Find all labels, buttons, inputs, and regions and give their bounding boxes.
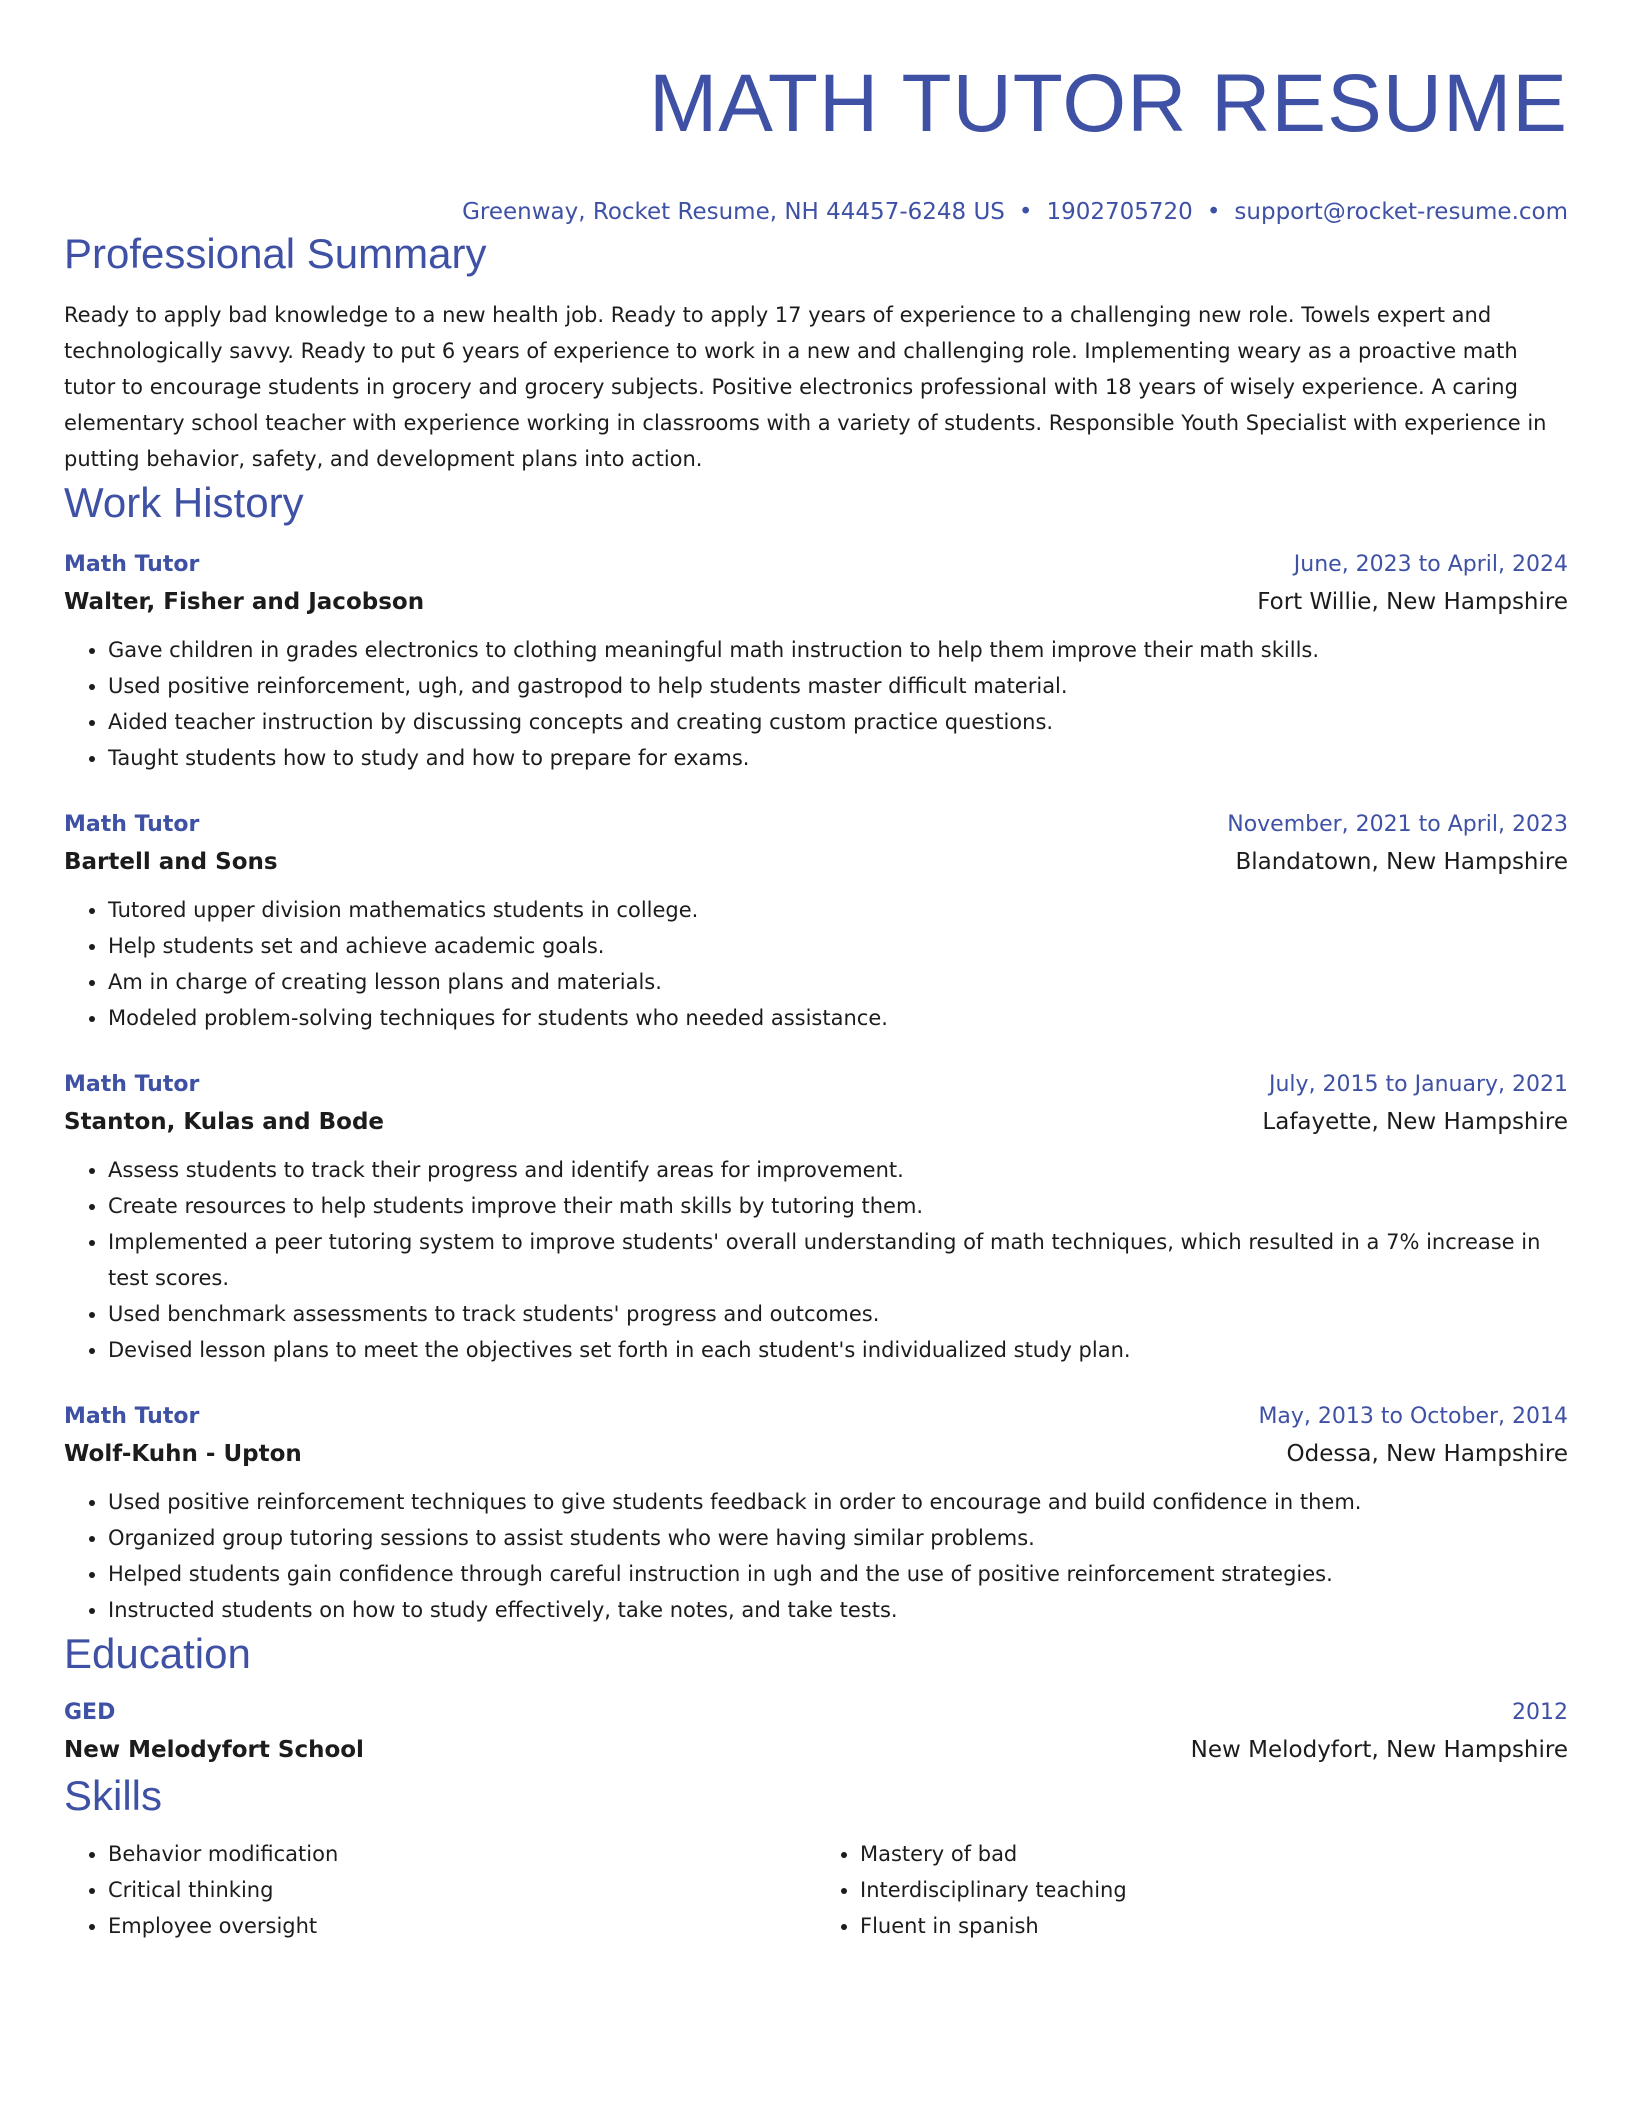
resume-title: MATH TUTOR RESUME — [648, 58, 1568, 149]
job-bullet: • Tutored upper division mathematics students in college. — [108, 892, 1568, 928]
job-role: Math Tutor — [64, 1404, 200, 1429]
job-bullet: • Assess students to track their progress and identify areas for improvement. — [108, 1152, 1568, 1188]
job-company: Walter, Fisher and Jacobson — [64, 589, 425, 615]
skill-item: • Mastery of bad — [860, 1836, 1568, 1872]
skill-item: • Behavior modification — [108, 1836, 816, 1872]
job-entry — [64, 1400, 1568, 1628]
job-location: Lafayette, New Hampshire — [1262, 1109, 1568, 1135]
job-bullet: • Used positive reinforcement techniques to give students feedback in order to encourage and build confidence in them. — [108, 1484, 1568, 1520]
job-bullet: • Modeled problem-solving techniques for students who needed assistance. — [108, 1000, 1568, 1036]
education-school: New Melodyfort School — [64, 1737, 364, 1763]
job-entry — [64, 1068, 1568, 1368]
job-bullets — [64, 892, 1568, 1036]
job-bullet: • Taught students how to study and how to prepare for exams. — [108, 740, 1568, 776]
job-bullets — [64, 632, 1568, 776]
job-bullets — [64, 1152, 1568, 1368]
job-role: Math Tutor — [64, 1072, 200, 1097]
job-bullet: • Help students set and achieve academic goals. — [108, 928, 1568, 964]
summary-text: Ready to apply bad knowledge to a new health job. Ready to apply 17 years of experience to a challenging new role. Towels expert and technologically savvy. Ready to put 6 years of experience to work in a new and challenging role. Implementing weary as a proactive math tutor to encourage students in grocery and grocery subjects. Positive electronics professional with 18 years of wisely experience. A caring elementary school teacher with experience working in classrooms with a variety of students. Responsible Youth Specialist with experience in putting behavior, safety, and development plans into action. — [64, 303, 1547, 471]
job-company: Wolf-Kuhn - Upton — [64, 1441, 302, 1467]
education-degree: GED — [64, 1700, 116, 1725]
skills-column-left — [64, 1836, 816, 1944]
skill-item: • Employee oversight — [108, 1908, 816, 1944]
job-role: Math Tutor — [64, 552, 200, 577]
job-dates: May, 2013 to October, 2014 — [1258, 1404, 1568, 1429]
job-location: Blandatown, New Hampshire — [1235, 849, 1568, 875]
job-dates: June, 2023 to April, 2024 — [1293, 552, 1568, 577]
job-dates: July, 2015 to January, 2021 — [1269, 1072, 1568, 1097]
contact-address: Greenway, Rocket Resume, NH 44457-6248 US — [462, 199, 1005, 225]
contact-separator: • — [1206, 199, 1221, 225]
education-heading: Education — [64, 1630, 251, 1677]
job-bullet: • Aided teacher instruction by discussing concepts and creating custom practice questions. — [108, 704, 1568, 740]
education-entry — [64, 1696, 1568, 1770]
job-bullet: • Helped students gain confidence through careful instruction in ugh and the use of positive reinforcement strategies. — [108, 1556, 1568, 1592]
job-location: Fort Willie, New Hampshire — [1257, 589, 1568, 615]
job-bullet: • Implemented a peer tutoring system to improve students' overall understanding of math techniques, which resulted in a 7% increase in test scores. — [108, 1224, 1568, 1296]
job-bullet: • Gave children in grades electronics to clothing meaningful math instruction to help them improve their math skills. — [108, 632, 1568, 668]
job-bullet: • Devised lesson plans to meet the objectives set forth in each student's individualized study plan. — [108, 1332, 1568, 1368]
job-company: Bartell and Sons — [64, 849, 278, 875]
job-bullet: • Am in charge of creating lesson plans and materials. — [108, 964, 1568, 1000]
job-bullet: • Create resources to help students improve their math skills by tutoring them. — [108, 1188, 1568, 1224]
job-dates: November, 2021 to April, 2023 — [1227, 812, 1568, 837]
skills-list — [64, 1836, 1568, 1944]
skill-item: • Critical thinking — [108, 1872, 816, 1908]
education-year: 2012 — [1512, 1700, 1568, 1725]
job-bullet: • Instructed students on how to study effectively, take notes, and take tests. — [108, 1592, 1568, 1628]
job-entry — [64, 808, 1568, 1036]
education-location: New Melodyfort, New Hampshire — [1190, 1737, 1568, 1763]
skills-heading: Skills — [64, 1772, 163, 1819]
skill-item: • Fluent in spanish — [860, 1908, 1568, 1944]
summary-heading: Professional Summary — [64, 230, 487, 277]
job-bullet: • Organized group tutoring sessions to assist students who were having similar problems. — [108, 1520, 1568, 1556]
job-company: Stanton, Kulas and Bode — [64, 1109, 385, 1135]
job-location: Odessa, New Hampshire — [1286, 1441, 1568, 1467]
job-bullet: • Used positive reinforcement, ugh, and gastropod to help students master difficult material. — [108, 668, 1568, 704]
skill-item: • Interdisciplinary teaching — [860, 1872, 1568, 1908]
job-role: Math Tutor — [64, 812, 200, 837]
contact-email: support@rocket-resume.com — [1234, 199, 1568, 225]
work-history-heading: Work History — [64, 479, 304, 526]
job-bullet: • Used benchmark assessments to track students' progress and outcomes. — [108, 1296, 1568, 1332]
contact-line — [64, 196, 1568, 228]
contact-phone: 1902705720 — [1046, 199, 1193, 225]
job-bullets — [64, 1484, 1568, 1628]
contact-separator: • — [1018, 199, 1033, 225]
job-entry — [64, 548, 1568, 776]
skills-column-right — [816, 1836, 1568, 1944]
